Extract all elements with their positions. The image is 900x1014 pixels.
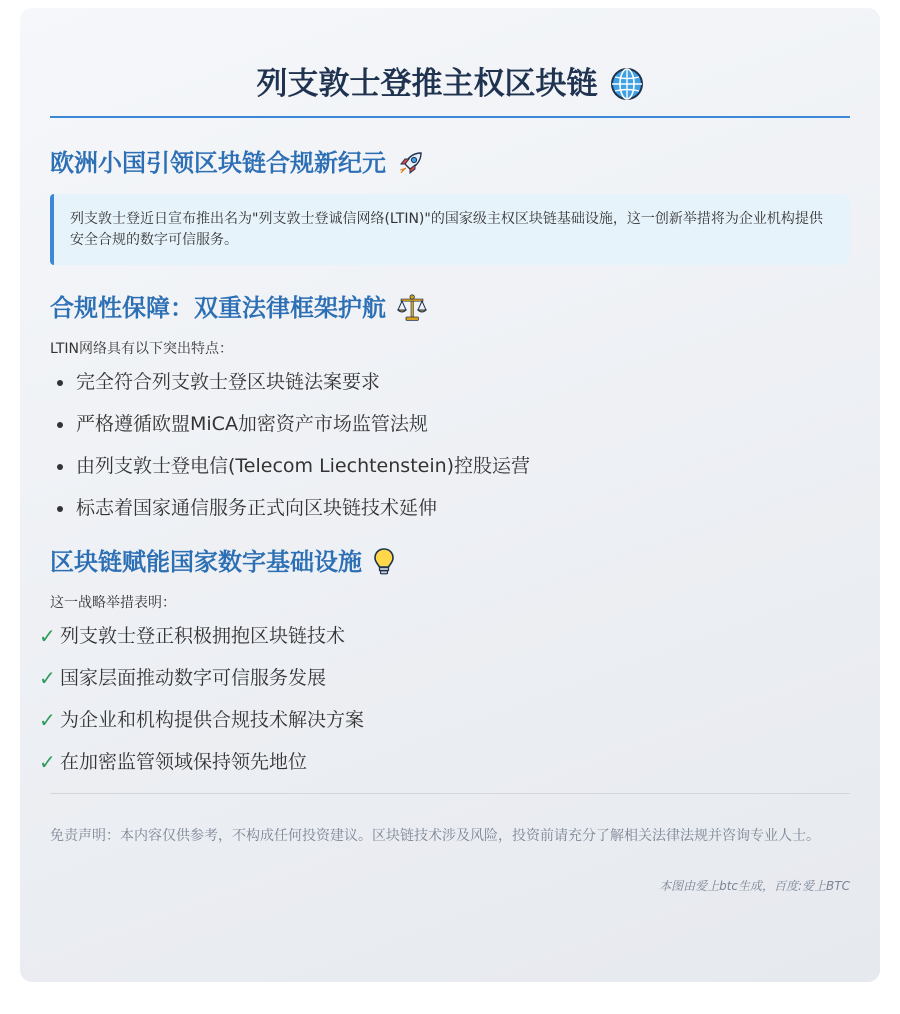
scales-icon (396, 293, 428, 323)
check-icon: ✓ (39, 666, 56, 690)
section-heading-infrastructure (50, 545, 850, 579)
check-item-label: 为企业和机构提供合规技术解决方案 (60, 709, 365, 731)
divider (50, 793, 850, 794)
page-title (257, 62, 644, 106)
footer-credit: 本图由爱上btc生成，百度:爱上BTC (659, 879, 850, 893)
article-card (20, 8, 880, 982)
list-item: 标志着国家通信服务正式向区块链技术延伸 (76, 495, 850, 521)
title-section (50, 62, 850, 118)
lightbulb-icon (372, 547, 396, 577)
check-item-label: 国家层面推动数字可信服务发展 (60, 667, 327, 689)
strategy-list (39, 623, 850, 775)
list-item: 由列支敦士登电信(Telecom Liechtenstein)控股运营 (76, 453, 850, 479)
list-item: 完全符合列支敦士登区块链法案要求 (76, 369, 850, 395)
check-icon: ✓ (39, 750, 56, 774)
disclaimer: 免责声明：本内容仅供参考，不构成任何投资建议。区块链技术涉及风险，投资前请充分了解相关法律法规并咨询专业人士。 (50, 828, 820, 844)
section-heading-text: 欧洲小国引领区块链合规新纪元 (50, 149, 386, 177)
features-list (50, 369, 850, 521)
check-item (39, 749, 850, 775)
rocket-icon (396, 148, 426, 178)
features-intro: LTIN网络具有以下突出特点： (50, 341, 234, 357)
section-heading-text: 区块链赋能国家数字基础设施 (50, 548, 362, 576)
section-heading-text: 合规性保障：双重法律框架护航 (50, 294, 386, 322)
check-item-label: 列支敦士登正积极拥抱区块链技术 (60, 625, 346, 647)
strategy-intro: 这一战略举措表明： (50, 595, 176, 611)
check-item (39, 707, 850, 733)
check-icon: ✓ (39, 708, 56, 732)
page-title-text: 列支敦士登推主权区块链 (256, 66, 598, 102)
globe-icon (610, 67, 644, 101)
section-heading-compliance (50, 291, 850, 325)
check-item-label: 在加密监管领域保持领先地位 (60, 751, 308, 773)
check-item (39, 665, 850, 691)
section-heading-eu (50, 146, 850, 180)
check-icon: ✓ (39, 624, 56, 648)
intro-callout: 列支敦士登近日宣布推出名为"列支敦士登诚信网络(LTIN)"的国家级主权区块链基础设施，这一创新举措将为企业机构提供安全合规的数字可信服务。 (50, 194, 850, 265)
list-item: 严格遵循欧盟MiCA加密资产市场监管法规 (76, 411, 850, 437)
check-item (39, 623, 850, 649)
